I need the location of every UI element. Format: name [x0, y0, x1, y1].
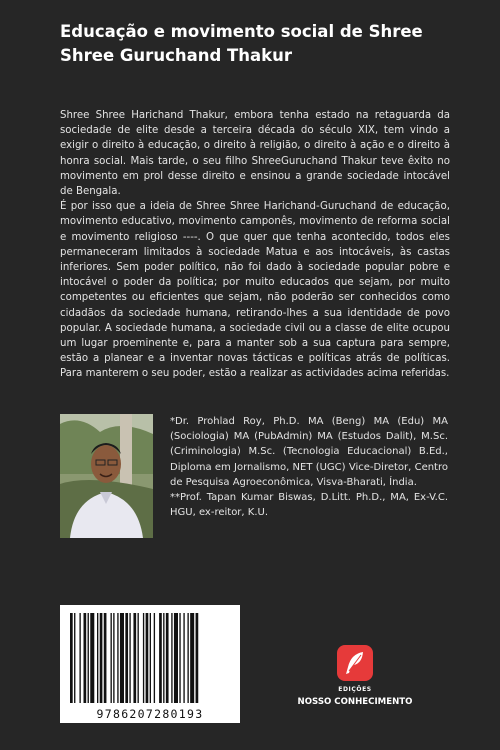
barcode-bars [60, 605, 240, 723]
author-1-bio: *Dr. Prohlad Roy, Ph.D. MA (Beng) MA (Edu) MA (Sociologia) MA (PubAdmin) MA (Estudos Dalit), M.Sc.(Criminologia) M.Sc. (Tecnologia Educacional) B.Ed., Diploma em Jornalismo, NET (UGC) Vice-Diretor, Centro de Pesquisa Agroeconômica, Visva-Bharati, Índia. [170, 416, 448, 488]
isbn-barcode [60, 605, 240, 723]
blurb [60, 108, 450, 382]
author-2-bio: **Prof. Tapan Kumar Biswas, D.Litt. Ph.D., MA, Ex-V.C. HGU, ex-reitor, K.U. [170, 492, 448, 519]
publisher-logo [290, 645, 420, 715]
book-title-line-1: Educação e movimento social de Shree [60, 22, 423, 41]
author-photo [60, 414, 153, 538]
isbn-number: 9786207280193 [96, 707, 204, 721]
book-title-line-2: Shree Guruchand Thakur [60, 46, 293, 65]
publisher-label: EDIÇÕES [338, 686, 372, 693]
blurb-paragraph-1: Shree Shree Harichand Thakur, embora tenha estado na retaguarda da sociedade de elite desde a terceira década do século XIX, tem vindo a exigir o direito à educação, o direito à religião, o direito à ação e o direito à honra social. Mais tarde, o seu filho ShreeGuruchand Thakur teve êxito no movimento em prol desse direito e ensinou a grande sociedade intocável de Bengala. [60, 110, 450, 198]
author-bio [170, 414, 448, 520]
publisher-name: NOSSO CONHECIMENTO [297, 697, 413, 707]
blurb-paragraph-2: É por isso que a ideia de Shree Shree Harichand-Guruchand de educação, movimento educativo, movimento camponês, movimento de reforma social e movimento religioso ----. O que quer que tenha acontecido, todos eles permaneceram limitados à sociedade Matua e aos intocáveis, às castas inferiores. Sem poder político, não foi dado à sociedade popular pobre e intocável o poder da política; por muito educados que sejam, por muito competentes ou eficientes que sejam, não poderão ser conhecidos como cidadãos da sociedade humana, retirando-lhes a sua identidade de povo popular. A sociedade humana, a sociedade civil ou a classe de elite ocupou um lugar proeminente e, para a manter sob a sua captura para sempre, estão a planear e a inventar novas tácticas e políticas atrás de políticas. Para manterem o seu poder, estão a realizar as actividades acima referidas. [60, 201, 450, 380]
book-title [60, 20, 460, 68]
feather-icon [337, 645, 373, 681]
